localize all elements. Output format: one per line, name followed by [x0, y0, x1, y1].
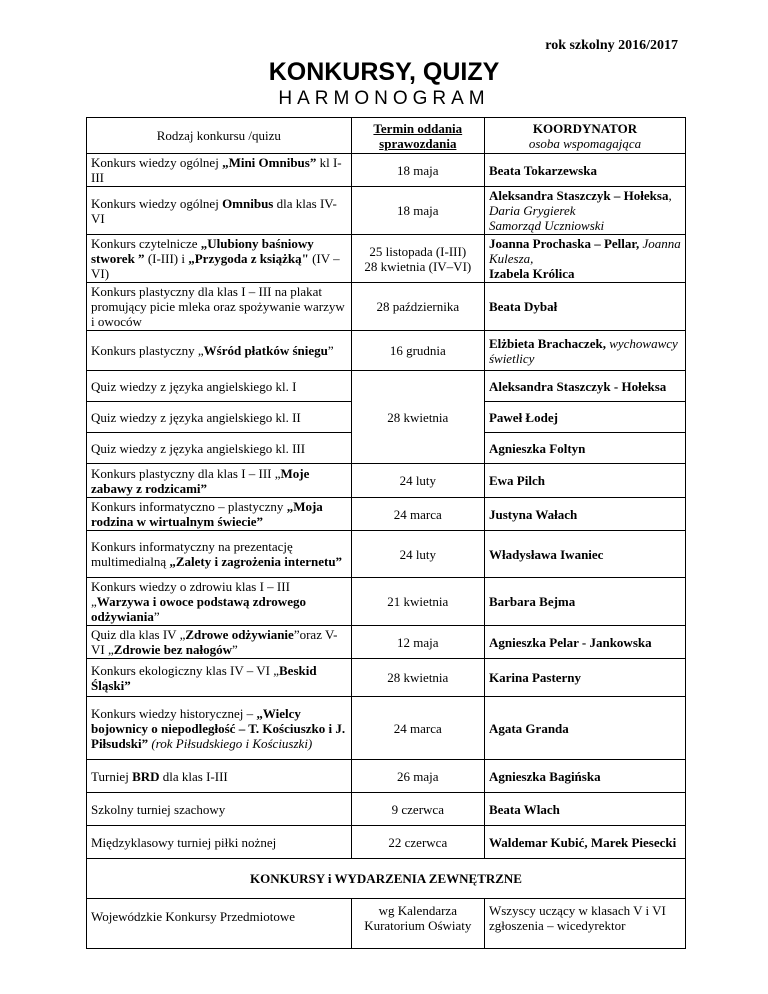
table-row [87, 760, 686, 793]
page-subtitle: HARMONOGRAM [278, 88, 490, 109]
coordinator: Joanna Prochaska – Pellar, Joanna Kulesza, Izabela Królica [484, 235, 685, 283]
coordinator: Elżbieta Brachaczek, wychowawcy świetlicy [484, 331, 685, 371]
contest-name: Turniej BRD dla klas I-III [87, 760, 352, 793]
table-row [87, 578, 686, 626]
page-title: KONKURSY, QUIZY [268, 58, 500, 86]
deadline: 9 czerwca [351, 793, 484, 826]
section-heading-row [87, 859, 686, 899]
external-events-heading: KONKURSY i WYDARZENIA ZEWNĘTRZNE [87, 859, 686, 899]
table-row [87, 626, 686, 659]
coordinator: Aleksandra Staszczyk – Hołeksa, Daria Grygierek Samorząd Uczniowski [484, 187, 685, 235]
contest-name: Konkurs plastyczny „Wśród płatków śniegu” [87, 331, 352, 371]
contest-name: Quiz wiedzy z języka angielskiego kl. II [87, 402, 352, 433]
contest-name: Konkurs ekologiczny klas IV – VI „Beskid Śląski” [87, 659, 352, 697]
deadline: 12 maja [351, 626, 484, 659]
coordinator: Beata Wlach [484, 793, 685, 826]
coordinator: Wszyscy uczący w klasach V i VI zgłoszenia – wicedyrektor [484, 899, 685, 949]
contest-name: Konkurs wiedzy o zdrowiu klas I – III „Warzywa i owoce podstawą zdrowego odżywiania” [87, 578, 352, 626]
deadline: 28 października [351, 283, 484, 331]
coordinator: Justyna Wałach [484, 498, 685, 531]
deadline: wg Kalendarza Kuratorium Oświaty [351, 899, 484, 949]
contest-name: Konkurs wiedzy ogólnej „Mini Omnibus” kl I-III [87, 154, 352, 187]
deadline: 18 maja [351, 154, 484, 187]
contest-name: Konkurs wiedzy ogólnej Omnibus dla klas IV-VI [87, 187, 352, 235]
deadline: 24 luty [351, 464, 484, 498]
table-row [87, 826, 686, 859]
table-row [87, 531, 686, 578]
school-year: rok szkolny 2016/2017 [545, 38, 678, 53]
coordinator: Agata Granda [484, 697, 685, 760]
contest-name: Szkolny turniej szachowy [87, 793, 352, 826]
contest-name: Quiz wiedzy z języka angielskiego kl. I [87, 371, 352, 402]
schedule-table [86, 117, 686, 949]
header-deadline [351, 118, 484, 154]
deadline: 28 kwietnia [351, 659, 484, 697]
table-row [87, 793, 686, 826]
table-row [87, 899, 686, 949]
table-row [87, 697, 686, 760]
table-row [87, 154, 686, 187]
header-deadline-label: Termin oddania sprawozdania [373, 120, 463, 151]
contest-name: Konkurs wiedzy historycznej – „Wielcy bojownicy o niepodległość – T. Kościuszko i J. Piłsudski” (rok Piłsudskiego i Kościuszki) [87, 697, 352, 760]
table-row [87, 187, 686, 235]
contest-name: Quiz dla klas IV „Zdrowe odżywianie”oraz V-VI „Zdrowie bez nałogów” [87, 626, 352, 659]
contest-name: Konkurs informatyczny na prezentację multimedialną „Zalety i zagrożenia internetu” [87, 531, 352, 578]
table-row [87, 433, 686, 464]
table-row [87, 331, 686, 371]
contest-name: Quiz wiedzy z języka angielskiego kl. III [87, 433, 352, 464]
coordinator: Ewa Pilch [484, 464, 685, 498]
deadline: 18 maja [351, 187, 484, 235]
header-contest-type: Rodzaj konkursu /quizu [87, 118, 352, 154]
deadline: 24 luty [351, 531, 484, 578]
table-row [87, 498, 686, 531]
contest-name: Konkurs plastyczny dla klas I – III na plakat promujący picie mleka oraz spożywanie warzyw i owoców [87, 283, 352, 331]
deadline: 16 grudnia [351, 331, 484, 371]
header-coordinator-title: KOORDYNATOR [532, 120, 638, 136]
deadline [351, 371, 484, 402]
coordinator: Agnieszka Bagińska [484, 760, 685, 793]
table-header-row [87, 118, 686, 154]
deadline: 22 czerwca [351, 826, 484, 859]
contest-name: Konkurs czytelnicze „Ulubiony baśniowy stworek ” (I-III) i „Przygoda z książką" (IV – VI) [87, 235, 352, 283]
deadline: 21 kwietnia [351, 578, 484, 626]
contest-name: Wojewódzkie Konkursy Przedmiotowe [87, 899, 352, 949]
contest-name: Konkurs informatyczno – plastyczny „Moja rodzina w wirtualnym świecie” [87, 498, 352, 531]
table-row [87, 659, 686, 697]
table-row [87, 371, 686, 402]
coordinator: Karina Pasterny [484, 659, 685, 697]
coordinator: Barbara Bejma [484, 578, 685, 626]
deadline: 24 marca [351, 697, 484, 760]
deadline: 25 listopada (I-III) 28 kwietnia (IV–VI) [351, 235, 484, 283]
coordinator: Beata Tokarzewska [484, 154, 685, 187]
contest-name: Międzyklasowy turniej piłki nożnej [87, 826, 352, 859]
deadline: 28 kwietnia [351, 402, 484, 433]
deadline: 26 maja [351, 760, 484, 793]
table-row [87, 235, 686, 283]
deadline: 24 marca [351, 498, 484, 531]
coordinator: Agnieszka Foltyn [484, 433, 685, 464]
header-coordinator-sub: osoba wspomagająca [528, 135, 642, 151]
header-coordinator [484, 118, 685, 154]
deadline [351, 433, 484, 464]
coordinator: Waldemar Kubić, Marek Piesecki [484, 826, 685, 859]
coordinator: Aleksandra Staszczyk - Hołeksa [484, 371, 685, 402]
coordinator: Paweł Łodej [484, 402, 685, 433]
coordinator: Beata Dybał [484, 283, 685, 331]
table-row [87, 402, 686, 433]
coordinator: Agnieszka Pelar - Jankowska [484, 626, 685, 659]
coordinator: Władysława Iwaniec [484, 531, 685, 578]
table-row [87, 283, 686, 331]
table-row [87, 464, 686, 498]
contest-name: Konkurs plastyczny dla klas I – III „Moje zabawy z rodzicami” [87, 464, 352, 498]
